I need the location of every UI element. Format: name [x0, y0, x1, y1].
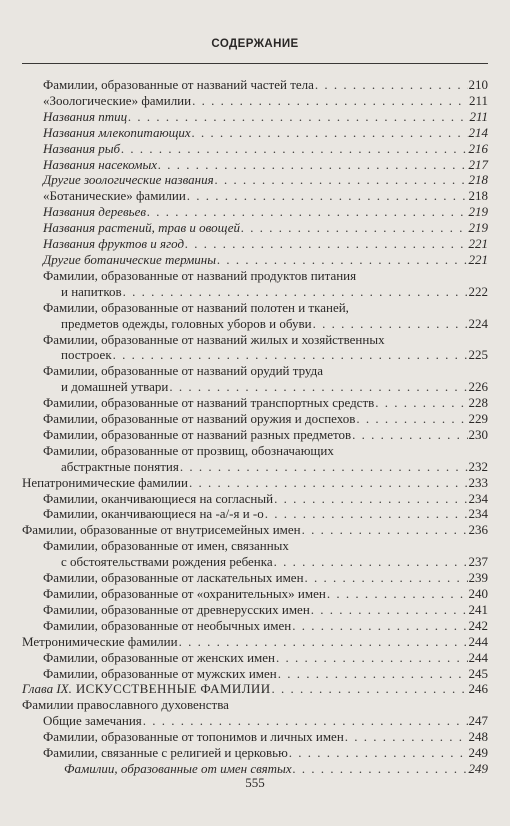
toc-entry-title: Названия насекомых — [43, 156, 158, 172]
toc-entry-line — [43, 284, 488, 300]
toc-entry-line — [43, 268, 488, 284]
toc-entry — [22, 697, 488, 713]
toc-page-number: 230 — [468, 426, 488, 442]
page-header: СОДЕРЖАНИЕ — [211, 38, 299, 50]
toc-entry-title: Названия птиц — [43, 108, 128, 124]
toc-entry-title: Фамилии, образованные от внутрисемейных имен — [22, 522, 301, 538]
toc-entry-title: Фамилии, оканчивающиеся на согласный — [43, 490, 274, 506]
toc-entry-line — [43, 77, 488, 93]
toc-entry-line — [43, 300, 488, 316]
toc-entry-title: ИСКУССТВЕННЫЕ ФАМИЛИИ — [75, 681, 271, 697]
toc-entry-title: Фамилии, образованные от имен святых — [64, 760, 292, 776]
toc-entry-title: Фамилии, образованные от «охранительных» имен — [43, 586, 326, 601]
toc-entry — [22, 300, 488, 332]
leader-dots — [113, 347, 468, 363]
toc-page-number: 234 — [468, 490, 488, 506]
toc-entry-line — [43, 204, 488, 220]
toc-page-number: 245 — [468, 665, 488, 681]
toc-entry — [22, 650, 488, 666]
toc-entry — [22, 252, 488, 268]
toc-entry-line — [43, 602, 488, 618]
toc-entry-line — [22, 681, 488, 697]
toc-entry-title: с обстоятельствами рождения ребенка — [61, 554, 273, 570]
leader-dots — [121, 141, 467, 157]
toc-page-number: 221 — [468, 236, 488, 252]
toc-entry-title: Названия млекопитающих — [43, 124, 191, 140]
toc-entry-line — [43, 666, 488, 682]
leader-dots — [241, 220, 467, 236]
toc-page-number: 247 — [468, 713, 488, 729]
toc-entry-line — [43, 220, 488, 236]
leader-dots — [276, 650, 468, 666]
toc-entry-line — [43, 713, 488, 729]
toc-entry-line — [43, 141, 488, 157]
toc-page-number: 211 — [469, 108, 488, 124]
toc-entry-title: Фамилии, образованные от названий полотен и тканей, — [43, 299, 349, 315]
toc-entry — [22, 141, 488, 157]
toc-entry-line — [43, 411, 488, 427]
leader-dots — [327, 586, 468, 602]
leader-dots — [311, 602, 468, 618]
toc-page-number: 225 — [468, 347, 488, 363]
toc-entry-line — [43, 332, 488, 348]
toc-entry-title: Фамилии, образованные от названий частей тела — [43, 77, 314, 92]
toc-page-number: 241 — [468, 601, 488, 617]
toc-entry-title: построек — [61, 347, 112, 363]
leader-dots — [315, 77, 468, 93]
toc-entry-line — [43, 554, 488, 570]
toc-entry-title: Названия рыб — [43, 140, 121, 156]
leader-dots — [352, 427, 467, 443]
toc-entry-line — [43, 459, 488, 475]
toc-entry-title: Фамилии, оканчивающиеся на -а/-я и -о — [43, 506, 264, 522]
leader-dots — [274, 554, 468, 570]
leader-dots — [187, 188, 468, 204]
toc-entry-title: «Ботанические» фамилии — [43, 188, 186, 204]
leader-dots — [305, 570, 468, 586]
toc-entry-title: Названия растений, трав и овощей — [43, 220, 241, 236]
toc-page-number: 244 — [468, 633, 488, 649]
toc-entry-title: Фамилии, образованные от названий продуктов питания — [43, 267, 357, 283]
leader-dots — [274, 491, 467, 507]
table-of-contents — [22, 77, 488, 777]
toc-entry-line — [43, 395, 488, 411]
toc-entry-title: Другие ботанические термины — [43, 251, 217, 267]
toc-entry — [22, 395, 488, 411]
toc-entry-title: Фамилии, образованные от названий жилых и хозяйственных — [43, 331, 385, 347]
toc-entry — [22, 220, 488, 236]
toc-entry — [22, 443, 488, 475]
toc-entry — [22, 93, 488, 109]
toc-entry-title: и домашней утвари — [61, 379, 169, 395]
toc-page-number: 218 — [468, 172, 488, 188]
toc-entry-line — [43, 729, 488, 745]
toc-page-number: 219 — [468, 220, 488, 236]
leader-dots — [189, 475, 468, 491]
leader-dots — [179, 634, 468, 650]
toc-entry-title: Фамилии, образованные от имен, связанных — [43, 538, 289, 554]
toc-page-number: 246 — [468, 681, 488, 697]
toc-entry-line — [43, 538, 488, 554]
toc-entry — [22, 204, 488, 220]
toc-page-number: 214 — [468, 124, 488, 140]
toc-entry-line — [43, 745, 488, 761]
toc-page-number: 240 — [468, 586, 488, 601]
toc-entry — [22, 666, 488, 682]
leader-dots — [169, 379, 467, 395]
toc-page-number: 229 — [468, 411, 488, 427]
toc-entry-title: Фамилии, образованные от названий транспортных средств — [43, 395, 375, 411]
toc-entry-title: Фамилии, образованные от названий оружия и доспехов — [43, 411, 356, 427]
toc-entry — [22, 506, 488, 522]
toc-entry — [22, 475, 488, 491]
leader-dots — [272, 681, 468, 697]
toc-entry-line — [43, 363, 488, 379]
toc-entry-title: Названия деревьев — [43, 204, 147, 220]
toc-entry-line — [43, 188, 488, 204]
leader-dots — [345, 729, 468, 745]
toc-entry-line — [43, 109, 488, 125]
toc-entry — [22, 109, 488, 125]
toc-entry-title: Фамилии православного духовенства — [22, 697, 229, 713]
toc-entry — [22, 268, 488, 300]
toc-entry-title: Фамилии, образованные от названий орудий труда — [43, 363, 323, 379]
toc-entry-line — [43, 427, 488, 443]
toc-entry-line — [43, 506, 488, 522]
toc-entry-line — [43, 316, 488, 332]
toc-entry-line — [43, 379, 488, 395]
toc-entry — [22, 570, 488, 586]
toc-page-number: 236 — [468, 522, 488, 538]
toc-page-number: 217 — [468, 156, 488, 172]
toc-page-number: 221 — [468, 251, 488, 267]
toc-entry — [22, 522, 488, 538]
toc-entry-title: Фамилии, образованные от необычных имен — [43, 617, 292, 633]
leader-dots — [143, 713, 468, 729]
toc-entry — [22, 586, 488, 602]
toc-entry-title: Непатронимические фамилии — [22, 474, 188, 490]
toc-page-number: 216 — [468, 140, 488, 156]
toc-entry — [22, 363, 488, 395]
toc-entry-line — [43, 125, 488, 141]
toc-entry — [22, 411, 488, 427]
toc-page-number: 219 — [468, 204, 488, 220]
toc-page-number: 233 — [468, 474, 488, 490]
leader-dots — [356, 411, 467, 427]
toc-entry-title: Фамилии, образованные от ласкательных имен — [43, 570, 304, 586]
toc-entry-title: Названия фруктов и ягод — [43, 236, 185, 252]
toc-entry — [22, 729, 488, 745]
toc-page-number: 222 — [468, 283, 488, 299]
toc-entry-title: Другие зоологические названия — [43, 172, 214, 188]
toc-entry — [22, 188, 488, 204]
leader-dots — [215, 172, 468, 188]
toc-entry — [22, 745, 488, 761]
toc-entry-line — [43, 172, 488, 188]
toc-page-number: 244 — [468, 649, 488, 665]
toc-entry-title: Фамилии, образованные от прозвищ, обозначающих — [43, 442, 334, 458]
toc-entry — [22, 427, 488, 443]
toc-entry — [22, 125, 488, 141]
leader-dots — [375, 395, 467, 411]
toc-entry-title: абстрактные понятия — [61, 458, 179, 474]
toc-entry-title: Фамилии, образованные от названий разных предметов — [43, 426, 352, 442]
toc-entry-line — [43, 570, 488, 586]
leader-dots — [265, 506, 468, 522]
toc-page-number: 239 — [468, 570, 488, 586]
toc-entry — [22, 713, 488, 729]
toc-page-number: 226 — [468, 379, 488, 395]
toc-entry-line — [43, 236, 488, 252]
toc-entry — [22, 172, 488, 188]
toc-page-number: 228 — [468, 395, 488, 411]
toc-entry-title: Фамилии, образованные от женских имен — [43, 649, 275, 665]
toc-page-number: 224 — [468, 315, 488, 331]
toc-page-number: 242 — [468, 617, 488, 633]
toc-entry-line — [22, 475, 488, 491]
toc-page-number: 234 — [468, 506, 488, 522]
toc-entry-title: «Зоологические» фамилии — [43, 92, 192, 108]
toc-page-number: 211 — [468, 92, 488, 108]
toc-entry-line — [22, 634, 488, 650]
toc-page-number: 249 — [468, 760, 488, 776]
toc-entry-line — [43, 347, 488, 363]
chapter-label: Глава IX. — [22, 681, 72, 697]
toc-entry — [22, 538, 488, 570]
leader-dots — [313, 316, 468, 332]
leader-dots — [128, 109, 468, 125]
leader-dots — [180, 459, 468, 475]
leader-dots — [192, 93, 468, 109]
toc-page-number: 218 — [468, 188, 488, 204]
toc-page-number: 249 — [468, 745, 488, 761]
toc-entry-line — [22, 697, 488, 713]
leader-dots — [158, 157, 467, 173]
toc-entry-title: Фамилии, связанные с религией и церковью — [43, 745, 288, 761]
toc-entry-line — [43, 586, 488, 602]
toc-entry-title: Метронимические фамилии — [22, 633, 178, 649]
toc-entry-title: предметов одежды, головных уборов и обуви — [61, 315, 312, 331]
leader-dots — [192, 125, 468, 141]
toc-page-number: 237 — [468, 554, 488, 570]
toc-entry — [22, 157, 488, 173]
leader-dots — [147, 204, 467, 220]
toc-entry-title: и напитков — [61, 283, 122, 299]
toc-entry — [22, 681, 488, 697]
toc-entry-title: Фамилии, образованные от мужских имен — [43, 665, 277, 681]
toc-page-number: 232 — [468, 458, 488, 474]
toc-entry — [22, 618, 488, 634]
toc-entry-title: Общие замечания — [43, 713, 142, 729]
toc-entry-line — [43, 650, 488, 666]
toc-entry-title: Фамилии, образованные от древнерусских имен — [43, 601, 310, 617]
toc-entry-line — [43, 443, 488, 459]
toc-entry — [22, 602, 488, 618]
toc-entry — [22, 332, 488, 364]
leader-dots — [123, 284, 468, 300]
toc-entry-line — [43, 93, 488, 109]
leader-dots — [289, 745, 468, 761]
leader-dots — [302, 522, 468, 538]
page-number: 555 — [245, 775, 265, 790]
toc-entry — [22, 236, 488, 252]
toc-entry — [22, 77, 488, 93]
header-rule — [22, 63, 488, 64]
toc-entry-line — [43, 252, 488, 268]
toc-page-number: 210 — [468, 77, 488, 92]
toc-entry-line — [43, 618, 488, 634]
toc-entry — [22, 491, 488, 507]
toc-entry-line — [22, 522, 488, 538]
leader-dots — [217, 252, 467, 268]
leader-dots — [185, 236, 467, 252]
toc-entry-title: Фамилии, образованные от топонимов и личных имен — [43, 729, 344, 745]
toc-entry-line — [43, 491, 488, 507]
toc-entry-line — [43, 157, 488, 173]
leader-dots — [278, 666, 468, 682]
toc-entry — [22, 634, 488, 650]
toc-page-number: 248 — [468, 729, 488, 745]
leader-dots — [292, 618, 467, 634]
